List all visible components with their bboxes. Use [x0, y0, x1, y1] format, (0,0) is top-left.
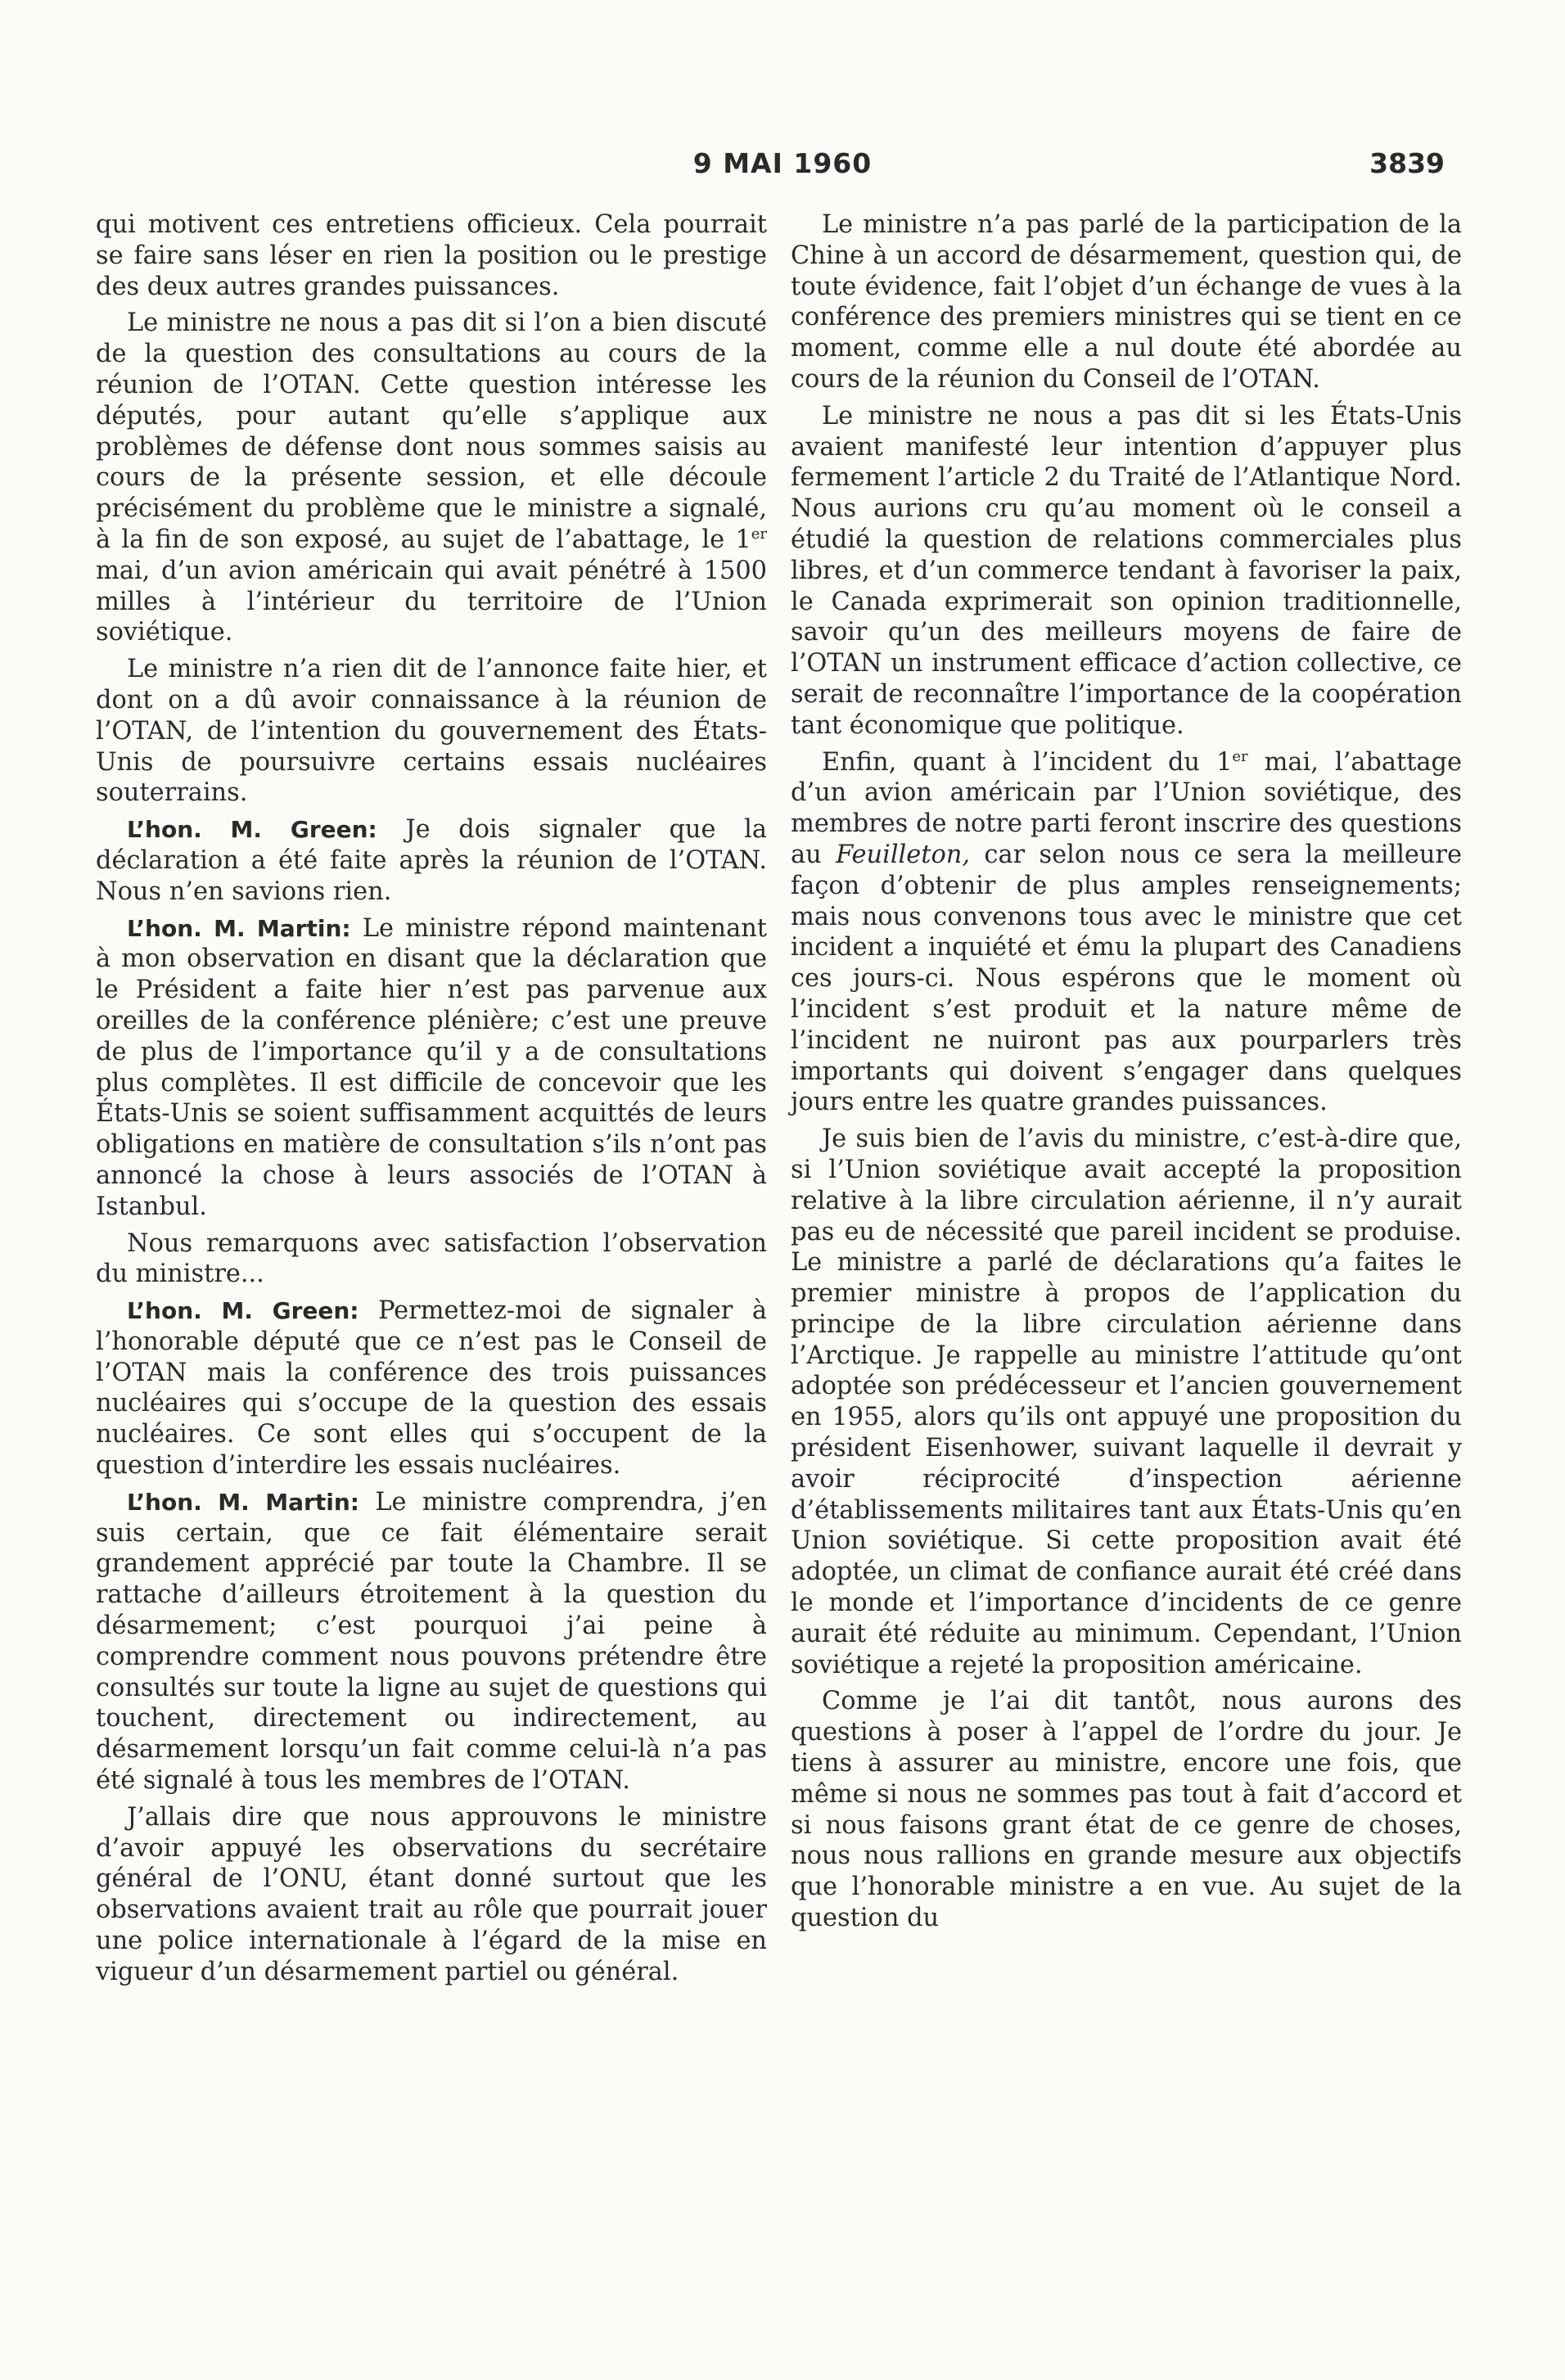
speech-text: Le ministre répond maintenant à mon observation en disant que la déclaration que le Président a faite hier n’est pas parvenue aux oreilles de la conférence plénière; c’est une preuve de plus de l’importance qu’il y a de consultations plus complètes. Il est difficile de concevoir que les États-Unis se soient suffisamment acquittés de leurs obligations en matière de consultation s’ils n’ont pas annoncé la chose à leurs associés de l’OTAN à Istanbul.	[96, 913, 767, 1221]
paragraph-text: mai, d’un avion américain qui avait pénétré à 1500 milles à l’intérieur du territoire de l’Union soviétique.	[96, 556, 767, 647]
paragraph: Le ministre n’a pas parlé de la participation de la Chine à un accord de désarmement, question qui, de toute évidence, fait l’objet d’un échange de vues à la conférence des premiers ministres qui se tient en ce moment, comme elle a nul doute été abordée au cours de la réunion du Conseil de l’OTAN.	[791, 210, 1462, 394]
speech-paragraph	[96, 1487, 767, 1796]
speaker-name: L’hon. M. Martin:	[127, 914, 351, 942]
header-page-number: 3839	[1369, 147, 1445, 179]
speaker-name: L’hon. M. Green:	[127, 816, 377, 844]
paragraph: Nous remarquons avec satisfaction l’observation du ministre...	[96, 1228, 767, 1289]
paragraph-text: Le ministre ne nous a pas dit si l’on a bien discuté de la question des consultations au cours de la réunion de l’OTAN. Cette question intéresse les députés, pour autant qu’elle s’applique aux problèmes de défense dont nous sommes saisis au cours de la présente session, et elle découle précisément du problème que le ministre a signalé, à la fin de son exposé, au sujet de l’abattage, le 1	[96, 309, 767, 554]
ordinal-superscript: er	[1232, 747, 1248, 765]
page-header	[0, 147, 1565, 180]
speech-text: Permettez-moi de signaler à l’honorable député que ce n’est pas le Conseil de l’OTAN mais la conférence des trois puissances nucléaires qui s’occupe de la question des essais nucléaires. Ce sont elles qui s’occupent de la question d’interdire les essais nucléaires.	[96, 1296, 767, 1481]
paragraph-text: mai, l’abattage d’un avion américain par l’Union soviétique, des membres de notre parti feront inscrire des questions au	[791, 747, 1462, 869]
speech-text: Le ministre comprendra, j’en suis certain, que ce fait élémentaire serait grandement apprécié par toute la Chambre. Il se rattache d’ailleurs étroitement à la question du désarmement; c’est pourquoi j’ai peine à comprendre comment nous pouvons prétendre être consultés sur toute la ligne au sujet de questions qui touchent, directement ou indirectement, au désarmement lorsqu’un fait comme celui-là n’a pas été signalé à tous les membres de l’OTAN.	[96, 1487, 767, 1796]
paragraph: Comme je l’ai dit tantôt, nous aurons des questions à poser à l’appel de l’ordre du jour. Je tiens à assurer au ministre, encore une fois, que même si nous ne sommes pas tout à fait d’accord et si nous faisons grant état de ce genre de choses, nous nous rallions en grande mesure aux objectifs que l’honorable ministre a en vue. Au sujet de la question du	[791, 1687, 1462, 1933]
paragraph-text: Enfin, quant à l’incident du 1	[822, 747, 1233, 777]
italic-title: Feuilleton,	[836, 840, 970, 869]
speaker-name: L’hon. M. Green:	[127, 1297, 359, 1325]
paragraph-text: car selon nous ce sera la meilleure façon d’obtenir de plus amples renseignements; mais nous convenons tous avec le ministre que cet incident a inquiété et ému la plupart des Canadiens ces jours-ci. Nous espérons que le moment où l’incident s’est produit et la nature même de l’incident ne nuiront pas aux pourparlers très importants qui doivent s’engager dans quelques jours entre les quatre grandes puissances.	[791, 840, 1462, 1117]
speech-paragraph	[96, 913, 767, 1223]
paragraph: Le ministre ne nous a pas dit si les États-Unis avaient manifesté leur intention d’appuyer plus fermement l’article 2 du Traité de l’Atlantique Nord. Nous aurions cru qu’au moment où le conseil a étudié la question de relations commerciales plus libres, et d’un commerce tendant à favoriser la paix, le Canada exprimerait son opinion traditionnelle, savoir qu’un des meilleurs moyens de faire de l’OTAN un instrument efficace d’action collective, ce serait de reconnaître l’importance de la coopération tant économique que politique.	[791, 401, 1462, 740]
speech-paragraph	[96, 814, 767, 907]
speech-paragraph	[96, 1296, 767, 1481]
speaker-name: L’hon. M. Martin:	[127, 1488, 359, 1516]
right-column	[791, 210, 1462, 1940]
paragraph	[791, 747, 1462, 1119]
paragraph: qui motivent ces entretiens officieux. Cela pourrait se faire sans léser en rien la position ou le prestige des deux autres grandes puissances.	[96, 210, 767, 301]
paragraph: J’allais dire que nous approuvons le ministre d’avoir appuyé les observations du secrétaire général de l’ONU, étant donné surtout que les observations avaient trait au rôle que pourrait jouer une police internationale à l’égard de la mise en vigueur d’un désarmement partiel ou général.	[96, 1802, 767, 1986]
paragraph	[96, 308, 767, 648]
paragraph: Le ministre n’a rien dit de l’annonce faite hier, et dont on a dû avoir connaissance à la réunion de l’OTAN, de l’intention du gouvernement des États-Unis de poursuivre certains essais nucléaires souterrains.	[96, 655, 767, 808]
ordinal-superscript: er	[751, 525, 767, 543]
header-date: 9 MAI 1960	[692, 147, 873, 179]
paragraph: Je suis bien de l’avis du ministre, c’est-à-dire que, si l’Union soviétique avait accepté la proposition relative à la libre circulation aérienne, il n’y aurait pas eu de nécessité que pareil incident se produise. Le ministre a parlé de déclarations qu’a faites le premier ministre à propos de l’application du principe de la libre circulation aérienne dans l’Arctique. Je rappelle au ministre l’attitude qu’ont adoptée son prédécesseur et l’ancien gouvernement en 1955, alors qu’ils ont appuyé une proposition du président Eisenhower, suivant laquelle il devrait y avoir réciprocité d’inspection aérienne d’établissements militaires tant aux États-Unis qu’en Union soviétique. Si cette proposition avait été adoptée, un climat de confiance aurait été créé dans le monde et l’importance d’incidents de ce genre aurait été réduite au minimum. Cependant, l’Union soviétique a rejeté la proposition américaine.	[791, 1125, 1462, 1679]
speech-text: Je dois signaler que la déclaration a été faite après la réunion de l’OTAN. Nous n’en savions rien.	[96, 815, 767, 906]
left-column	[96, 210, 767, 1994]
